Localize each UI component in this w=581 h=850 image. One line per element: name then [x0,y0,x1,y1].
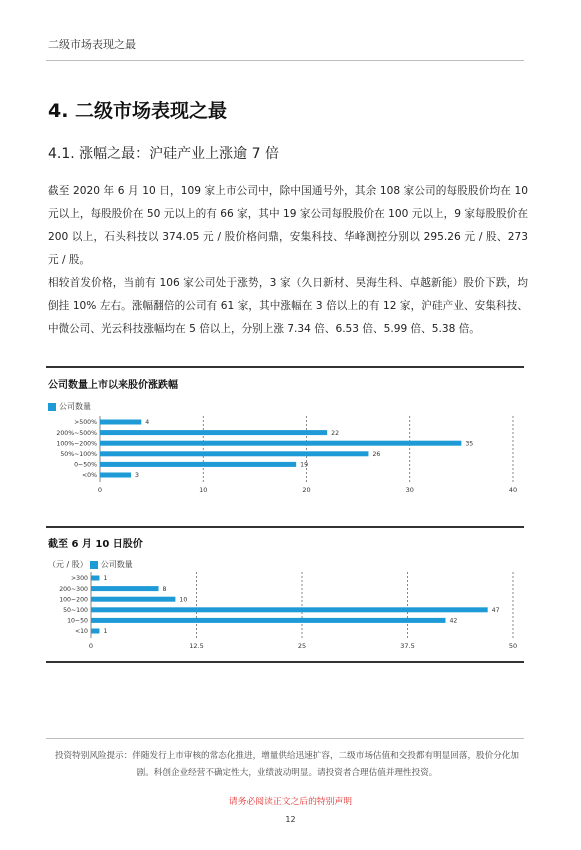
chart1-data-label: 35 [465,440,474,448]
chart2-category-label: 100~200 [59,596,88,604]
chart2-tick-label: 37.5 [400,642,415,650]
chart2-bar [91,597,175,602]
footer-divider [46,738,524,739]
subsection-title: 4.1. 涨幅之最：沪硅产业上涨逾 7 倍 [48,146,279,162]
chart2-bar [91,586,159,591]
chart2-category-label: >300 [71,575,88,583]
disclaimer-link[interactable]: 请务必阅读正文之后的特别声明 [228,797,353,807]
chart1-title: 公司数量上市以来股价涨跌幅 [48,380,178,391]
chart1-category-label: 50%~100% [60,451,97,458]
chart2-data-label: 10 [179,596,188,604]
chart1-category-label: <0% [81,472,97,480]
chart1-bar [100,462,296,467]
chart2-data-label: 47 [491,607,500,614]
section-title: 4. 二级市场表现之最 [48,100,228,122]
chart2-legend-label: 公司数量 [100,560,133,569]
chart1-plot [0,410,581,498]
chart2-top-rule [46,526,524,528]
chart1-category-label: 200%~500% [56,429,97,437]
chart2-tick-label: 25 [297,642,307,650]
chart1-tick-label: 30 [405,486,414,494]
chart2-tick-label: 0 [88,642,94,650]
chart2-category-label: 50~100 [63,607,88,614]
chart1-legend-label: 公司数量 [59,402,91,411]
chart1-tick-label: 40 [508,486,518,494]
chart1-bar [100,451,368,456]
chart1-data-label: 22 [331,429,340,437]
chart2-tick-label: 12.5 [189,642,204,650]
chart1-bar [100,473,131,478]
chart1-category-label: 100%~200% [56,440,97,448]
paragraph-1: 截至 2020 年 6 月 10 日，109 家上市公司中，除中国通号外，其余 108 家公司的每股股价均在 10 元以上，每股股价在 50 元以上的有 66 家，其中 19 家公司每股股价在 100 元以上，9 家每股股价在 200 以上，石头科技以 374.05 元 / 股价格问鼎，安集科技、华峰测控分别以 295.26 元 / 股、273 元 / 股。 [48,185,528,266]
chart2-bar [91,607,488,612]
chart1-bar [100,430,327,435]
chart2-category-label: <10 [74,628,88,636]
chart1-tick-label: 10 [199,486,208,494]
chart1-top-rule [46,366,524,368]
header-divider [46,60,524,61]
chart1-tick-label: 20 [302,486,311,494]
chart1-data-label: 26 [372,451,381,458]
chart2-data-label: 1 [103,628,108,636]
chart1-data-label: 4 [145,419,150,427]
chart1-bar [100,420,141,425]
page-number: 12 [285,815,296,824]
paragraph-2: 相较首发价格，当前有 106 家公司处于涨势，3 家（久日新材、昊海生科、卓越新能）股价下跌，均倒挂 10% 左右。涨幅翻倍的公司有 61 家，其中涨幅在 3 倍以上的有 12 家，沪硅产业、安集科技、中微公司、光云科技涨幅均在 5 倍以上，分别上涨 7.34 倍、6.53 倍、5.99 倍、5.38 倍。 [48,277,528,335]
chart1-data-label: 19 [300,461,309,469]
chart2-title: 截至 6 月 10 日股价 [48,539,143,550]
chart2-unit-label: （元 / 股） [48,560,88,569]
header-title: 二级市场表现之最 [48,38,136,51]
chart2-tick-label: 50 [508,642,518,650]
chart1-tick-label: 0 [97,486,103,494]
chart2-bar [91,576,99,581]
chart2-bottom-rule [46,661,524,663]
risk-notice: 投资特别风险提示：伴随发行上市审核的常态化推进，增量供给迅速扩容，二级市场估值和交投都有明显回落，股价分化加剧。科创企业经营不确定性大，业绩波动明显。请投资者合理估值并理性投资。 [54,751,520,778]
chart1-category-label: >500% [74,419,97,427]
chart1-data-label: 3 [134,472,139,480]
chart2-category-label: 200~300 [59,585,88,593]
chart1-bar [100,441,461,446]
chart2-data-label: 42 [449,617,458,625]
chart2-bar [91,618,445,623]
chart2-data-label: 1 [103,575,108,583]
chart2-category-label: 10~50 [67,617,88,625]
chart2-bar [91,629,99,634]
chart2-data-label: 8 [162,585,167,593]
chart2-plot [0,568,581,656]
chart1-category-label: 0~50% [74,461,97,469]
